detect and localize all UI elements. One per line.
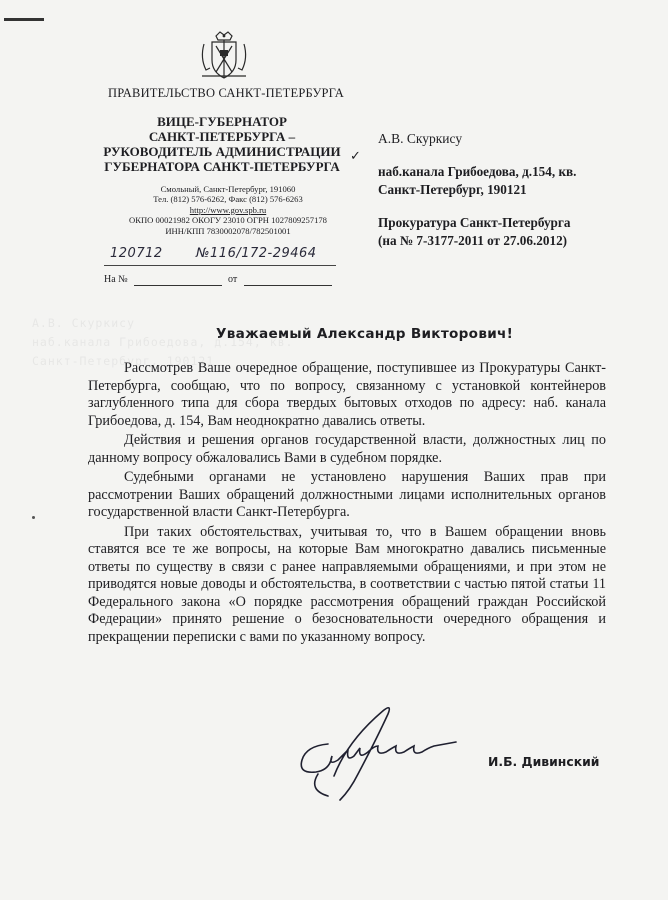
address-line: ОКПО 00021982 ОКОГУ 23010 ОГРН 1027809257178 [129,215,327,226]
reference-date-label: от [228,274,238,285]
reference-date-blank [244,285,332,286]
coat-of-arms-icon [196,30,252,82]
ghost-line: А.В. Скуркису [32,316,136,330]
position-line: ВИЦЕ-ГУБЕРНАТОР [157,114,287,129]
ghost-line: наб.канала Грибоедова, д.154, кв. [32,335,294,349]
position-line: ГУБЕРНАТОРА САНКТ-ПЕТЕРБУРГА [104,159,340,174]
website-link: http://www.gov.spb.ru [189,204,267,215]
recipient-block [378,130,658,249]
registration-underline [104,265,336,266]
recipient-name: А.В. Скуркису [378,131,463,146]
letter-body [88,360,606,648]
sender-address [96,184,360,236]
registration-date: 120712 [110,246,163,261]
body-paragraph: Рассмотрев Ваше очередное обращение, поступившее из Прокуратуры Санкт-Петербурга, сообщаю, что по вопросу, связанному с установкой контейнеров заглубленного типа для сбора твердых бытовых отходов по адресу: наб. канала Грибоедова, д. 154, Вам неоднократно давались ответы. [88,360,606,429]
registration-line [96,246,336,266]
body-paragraph: При таких обстоятельствах, учитывая то, что в Вашем обращении вновь ставятся все те же вопросы, на которые Вам многократно давались письменные ответы по существу в связи с ранее направляемыми обращениями, и при этом не приводятся новые доводы и обстоятельства, в соответствии с частью пятой статьи 11 Федерального закона «О порядке рассмотрения обращений граждан Российской Федерации» принято решение о безосновательности очередного обращения и прекращении переписки с вами по указанному вопросу. [88,523,606,645]
ghost-line: Санкт-Петербург, 190121 [32,354,215,368]
registration-number: №116/172-29464 [196,246,317,261]
check-mark-icon: ✓ [350,148,361,163]
recipient-city: Санкт-Петербург, 190121 [378,181,527,197]
body-paragraph: Судебными органами не установлено нарушения Ваших прав при рассмотрении Ваших обращений должностными лицами исполнительных органов государственной власти Санкт-Петербурга. [88,469,606,520]
government-title: ПРАВИТЕЛЬСТВО САНКТ-ПЕТЕРБУРГА [108,86,344,100]
position-line: РУКОВОДИТЕЛЬ АДМИНИСТРАЦИИ [103,144,341,159]
position-title [84,114,360,174]
reference-blank [134,285,222,286]
address-line: Смольный, Санкт-Петербург, 191060 [160,184,296,194]
reference-line [104,274,344,285]
address-line: ИНН/КПП 7830002078/782501001 [165,225,291,236]
scan-speck [32,516,35,519]
handwritten-signature [288,700,468,810]
corner-mark [4,18,44,21]
recipient-address: наб.канала Грибоедова, д.154, кв. [378,164,577,180]
salutation: Уважаемый Александр Викторович! [216,326,514,342]
recipient-reference: (на № 7-3177-2011 от 27.06.2012) [378,232,568,248]
position-line: САНКТ-ПЕТЕРБУРГА – [148,129,296,144]
recipient-organization: Прокуратура Санкт-Петербурга [378,215,571,231]
body-paragraph: Действия и решения органов государственной власти, должностных лиц по данному вопросу обжаловались Вами в судебном порядке. [88,432,606,466]
address-line: Тел. (812) 576-6262, Факс (812) 576-6263 [153,194,303,205]
signer-name: И.Б. Дивинский [488,754,600,769]
reference-label: На № [104,274,128,285]
